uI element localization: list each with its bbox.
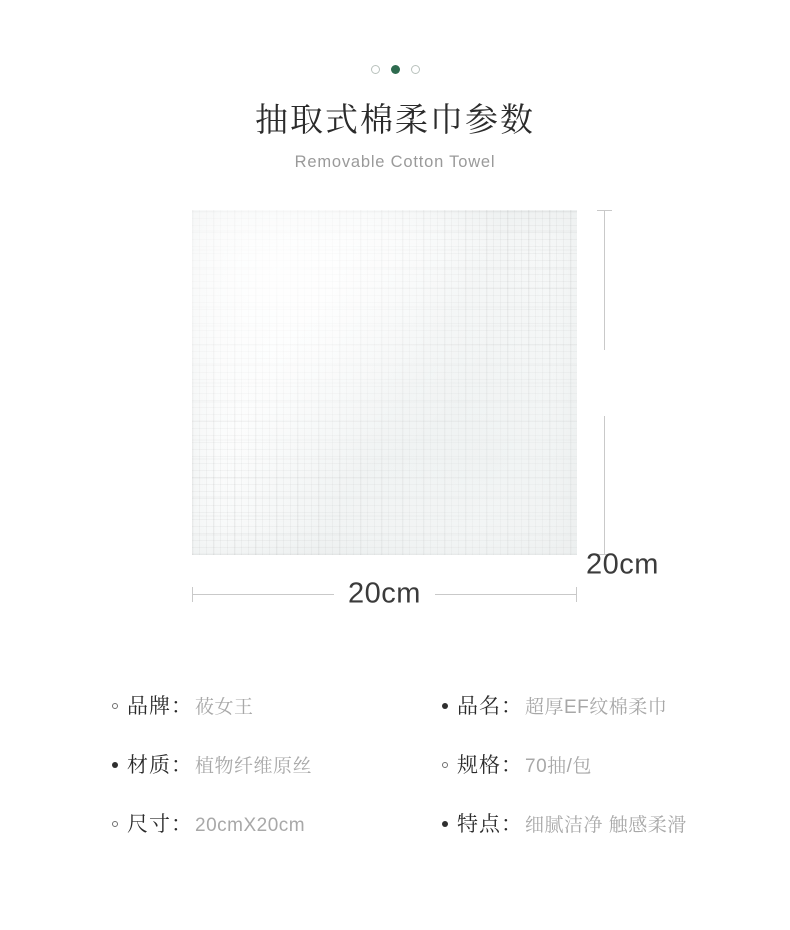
spec-label-features: 特点：	[457, 813, 523, 836]
pagination-dots[interactable]	[0, 0, 790, 74]
bullet-icon	[442, 762, 448, 768]
bullet-icon	[112, 821, 118, 827]
pagination-dot-2-active[interactable]	[391, 65, 400, 74]
dimension-label-gap-vertical	[599, 350, 610, 416]
bullet-icon	[112, 762, 118, 768]
spec-value-material: 植物纤维原丝	[195, 756, 313, 777]
bullet-icon	[112, 703, 118, 709]
dimension-line-vertical	[604, 210, 605, 555]
spec-value-size: 20cmX20cm	[195, 815, 306, 836]
spec-item-features	[442, 808, 790, 838]
cotton-towel-image	[192, 210, 577, 555]
bullet-icon	[442, 703, 448, 709]
pagination-dot-3[interactable]	[411, 65, 420, 74]
bullet-icon	[442, 821, 448, 827]
header	[0, 100, 790, 172]
spec-item-material	[112, 749, 442, 779]
spec-list	[0, 690, 790, 838]
spec-value-product-name: 超厚EF纹棉柔巾	[525, 697, 668, 718]
spec-label-material: 材质：	[127, 754, 193, 777]
spec-value-features: 细腻洁净 触感柔滑	[525, 815, 687, 836]
spec-label-specification: 规格：	[457, 754, 523, 777]
dimension-cap-top	[597, 210, 612, 211]
pagination-dot-1[interactable]	[371, 65, 380, 74]
spec-label-brand: 品牌：	[127, 695, 193, 718]
spec-value-specification: 70抽/包	[525, 756, 592, 777]
spec-item-specification	[442, 749, 790, 779]
page-title-cn: 抽取式棉柔巾参数	[255, 101, 535, 138]
spec-item-brand	[112, 690, 442, 720]
spec-item-product-name	[442, 690, 790, 720]
spec-label-size: 尺寸：	[127, 813, 193, 836]
spec-label-product-name: 品名：	[457, 695, 523, 718]
spec-value-brand: 莜女王	[195, 697, 254, 718]
spec-item-size	[112, 808, 442, 838]
dimension-label-width: 20cm	[348, 577, 421, 610]
product-figure	[0, 210, 790, 630]
dimension-label-height: 20cm	[586, 548, 659, 581]
page-title-en: Removable Cotton Towel	[294, 152, 496, 171]
